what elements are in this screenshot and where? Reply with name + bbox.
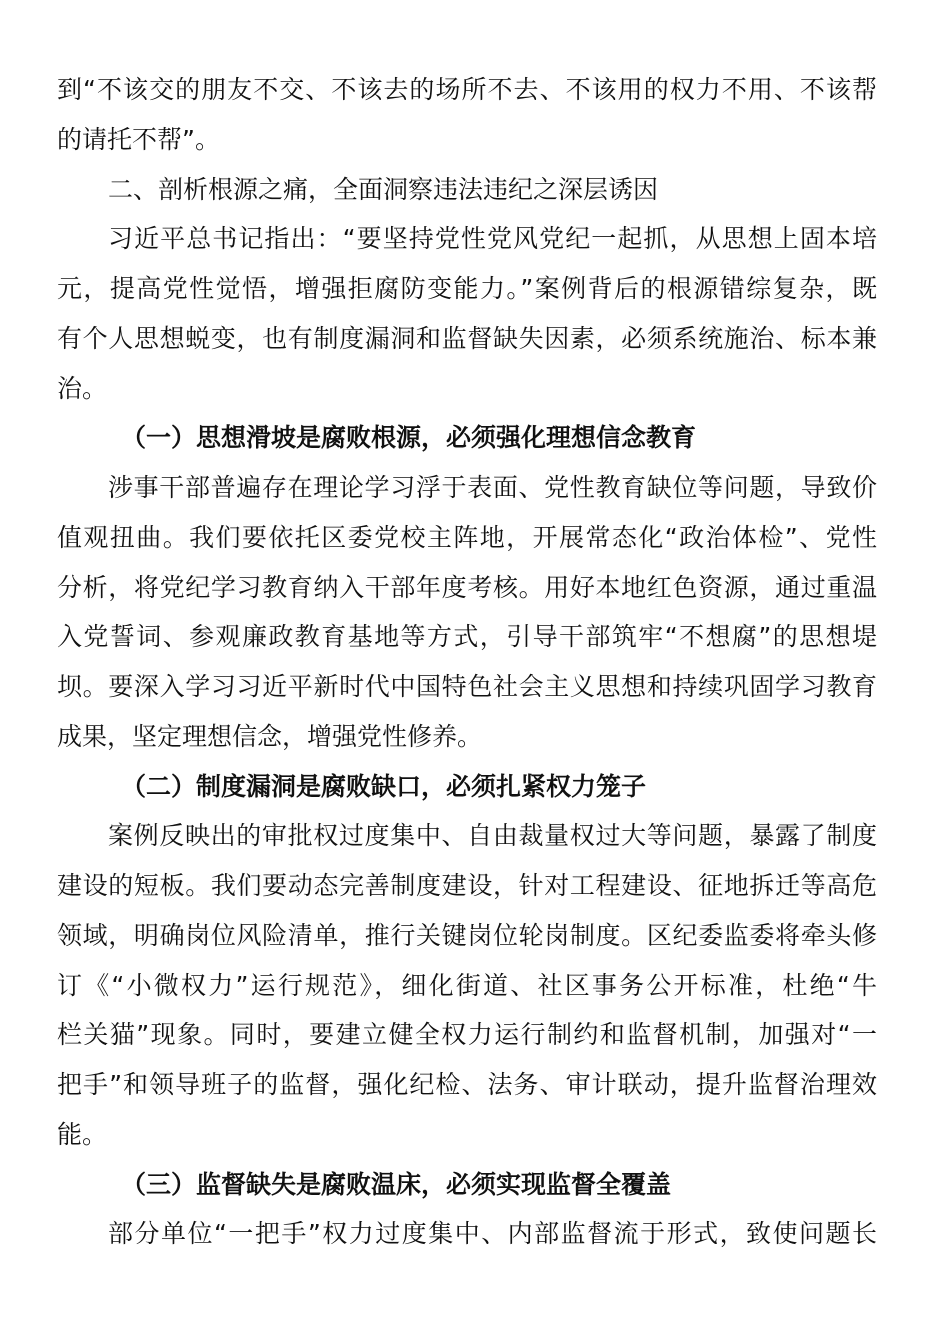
body-text-line: 建设的短板。我们要动态完善制度建设，针对工程建设、征地拆迁等高危 [57, 871, 877, 900]
document-page [57, 65, 877, 1259]
body-text-line: 治。 [57, 373, 108, 403]
section-title: 二、剖析根源之痛，全面洞察违法违纪之深层诱因 [108, 174, 659, 204]
body-text-line: 成果，坚定理想信念，增强党性修养。 [57, 721, 483, 751]
paragraph-first-line: 涉事干部普遍存在理论学习浮于表面、党性教育缺位等问题，导致价 [108, 473, 877, 502]
body-text-line: 入党誓词、参观廉政教育基地等方式，引导干部筑牢“不想腐”的思想堤 [57, 622, 877, 652]
paragraph-first-line: 部分单位“一把手”权力过度集中、内部监督流于形式，致使问题长 [108, 1219, 877, 1249]
body-text-line: 元，提高党性觉悟，增强拒腐防变能力。”案例背后的根源错综复杂，既 [57, 274, 877, 303]
body-text-line: 的请托不帮”。 [57, 124, 220, 154]
body-text-line: 分析，将党纪学习教育纳入干部年度考核。用好本地红色资源，通过重温 [57, 572, 877, 602]
body-text-line: 订《“小微权力”运行规范》，细化街道、社区事务公开标准，杜绝“牛 [57, 970, 877, 1000]
paragraph-first-line: 习近平总书记指出：“要坚持党性党风党纪一起抓，从思想上固本培 [108, 224, 877, 254]
subsection-heading: （三）监督缺失是腐败温床，必须实现监督全覆盖 [121, 1169, 672, 1199]
body-text-line: 领域，明确岗位风险清单，推行关键岗位轮岗制度。区纪委监委将牵头修 [57, 920, 877, 950]
subsection-heading: （一）思想滑坡是腐败根源，必须强化理想信念教育 [121, 423, 697, 453]
body-text-line: 能。 [57, 1119, 108, 1149]
subsection-heading: （二）制度漏洞是腐败缺口，必须扎紧权力笼子 [121, 771, 647, 801]
body-text-line: 有个人思想蜕变，也有制度漏洞和监督缺失因素，必须系统施治、标本兼 [57, 323, 877, 353]
body-text-line: 栏关猫”现象。同时，要建立健全权力运行制约和监督机制，加强对“一 [57, 1020, 877, 1050]
body-text-line: 到“不该交的朋友不交、不该去的场所不去、不该用的权力不用、不该帮 [57, 75, 877, 104]
body-text-line: 坝。要深入学习习近平新时代中国特色社会主义思想和持续巩固学习教育 [57, 672, 877, 701]
paragraph-first-line: 案例反映出的审批权过度集中、自由裁量权过大等问题，暴露了制度 [108, 821, 877, 851]
body-text-line: 值观扭曲。我们要依托区委党校主阵地，开展常态化“政治体检”、党性 [57, 522, 877, 552]
body-text-line: 把手”和领导班子的监督，强化纪检、法务、审计联动，提升监督治理效 [57, 1070, 877, 1099]
